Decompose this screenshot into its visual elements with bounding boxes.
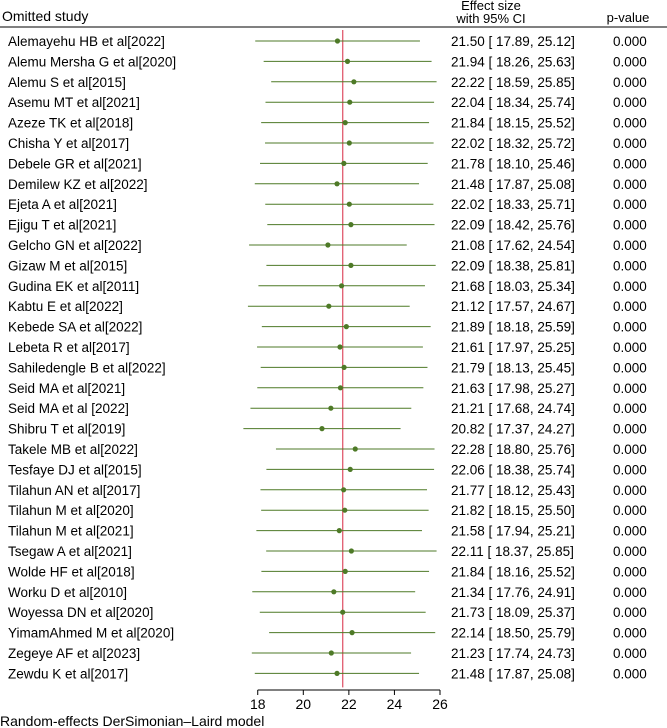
- p-value-label: 0.000: [613, 482, 647, 498]
- study-rows: [8, 30, 647, 687]
- x-tick-label: 24: [386, 696, 403, 712]
- point-estimate: [353, 446, 358, 451]
- effect-ci-label: 21.68 [ 18.03, 25.34]: [451, 278, 575, 294]
- study-label: Tesfaye DJ et al[2015]: [8, 462, 142, 478]
- study-label: Kabtu E et al[2022]: [8, 299, 123, 315]
- point-estimate: [345, 59, 350, 64]
- effect-ci-label: 22.09 [ 18.42, 25.76]: [451, 217, 575, 233]
- study-label: Ejigu T et al[2021]: [8, 217, 117, 233]
- x-tick-label: 20: [295, 696, 312, 712]
- x-tick-label: 22: [341, 696, 357, 712]
- p-value-label: 0.000: [613, 544, 647, 559]
- effect-ci-label: 21.08 [ 17.62, 24.54]: [451, 238, 575, 253]
- p-value-label: 0.000: [613, 115, 647, 131]
- header-omitted-study: Omitted study: [2, 8, 89, 24]
- p-value-label: 0.000: [613, 54, 647, 70]
- study-label: Chisha Y et al[2017]: [8, 136, 130, 151]
- study-label: Demilew KZ et al[2022]: [8, 176, 148, 192]
- effect-ci-label: 22.06 [ 18.38, 25.74]: [451, 462, 575, 478]
- p-value-label: 0.000: [613, 217, 647, 233]
- p-value-label: 0.000: [613, 380, 647, 396]
- point-estimate: [351, 79, 356, 84]
- effect-ci-label: 21.23 [ 17.74, 24.73]: [451, 646, 575, 661]
- point-estimate: [334, 671, 339, 676]
- p-value-label: 0.000: [613, 278, 647, 294]
- p-value-label: 0.000: [613, 176, 647, 192]
- study-label: Tilahun M et al[2021]: [8, 523, 134, 539]
- study-label: Tilahun AN et al[2017]: [8, 482, 141, 498]
- p-value-label: 0.000: [613, 74, 647, 90]
- p-value-label: 0.000: [613, 442, 647, 457]
- point-estimate: [347, 140, 352, 145]
- study-label: Azeze TK et al[2018]: [8, 115, 134, 131]
- point-estimate: [344, 324, 349, 329]
- p-value-label: 0.000: [613, 156, 647, 172]
- effect-ci-label: 22.22 [ 18.59, 25.85]: [451, 74, 575, 90]
- p-value-label: 0.000: [613, 523, 647, 539]
- study-label: Worku D et al[2010]: [8, 584, 128, 600]
- p-value-label: 0.000: [613, 584, 647, 600]
- point-estimate: [331, 589, 336, 594]
- study-label: YimamAhmed M et al[2020]: [8, 625, 175, 641]
- p-value-label: 0.000: [613, 462, 647, 478]
- point-estimate: [335, 38, 340, 43]
- study-label: Wolde HF et al[2018]: [8, 564, 135, 580]
- effect-ci-label: 22.14 [ 18.50, 25.79]: [451, 625, 575, 641]
- p-value-label: 0.000: [613, 238, 647, 253]
- effect-ci-label: 21.34 [ 17.76, 24.91]: [451, 584, 575, 600]
- point-estimate: [343, 569, 348, 574]
- study-label: Gizaw M et al[2015]: [8, 258, 128, 274]
- effect-ci-label: 22.11 [ 18.37, 25.85]: [451, 544, 574, 559]
- x-tick-label: 18: [249, 696, 266, 712]
- p-value-label: 0.000: [613, 421, 647, 437]
- point-estimate: [326, 304, 331, 309]
- study-label: Zegeye AF et al[2023]: [8, 646, 141, 661]
- study-label: Woyessa DN et al[2020]: [8, 605, 154, 621]
- study-label: Alemu S et al[2015]: [8, 74, 126, 90]
- effect-ci-label: 22.04 [ 18.34, 25.74]: [451, 95, 575, 111]
- effect-ci-label: 21.21 [ 17.68, 24.74]: [451, 401, 575, 417]
- study-label: Seid MA et al[2021]: [8, 380, 126, 396]
- study-label: Sahiledengle B et al[2022]: [8, 360, 166, 376]
- effect-ci-label: 21.84 [ 18.16, 25.52]: [451, 564, 575, 580]
- point-estimate: [325, 242, 330, 247]
- p-value-label: 0.000: [613, 646, 647, 661]
- point-estimate: [337, 344, 342, 349]
- study-label: Asemu MT et al[2021]: [8, 95, 140, 111]
- header-ci: with 95% CI: [456, 11, 526, 26]
- effect-ci-label: 21.12 [ 17.57, 24.67]: [451, 299, 575, 315]
- p-value-label: 0.000: [613, 564, 647, 580]
- point-estimate: [347, 100, 352, 105]
- p-value-label: 0.000: [613, 197, 647, 213]
- p-value-label: 0.000: [613, 503, 647, 519]
- point-estimate: [348, 263, 353, 268]
- effect-ci-label: 20.82 [ 17.37, 24.27]: [451, 421, 575, 437]
- study-label: Tilahun M et al[2020]: [8, 503, 134, 519]
- point-estimate: [342, 508, 347, 513]
- p-value-label: 0.000: [613, 319, 647, 335]
- effect-ci-label: 21.73 [ 18.09, 25.37]: [451, 605, 575, 621]
- effect-ci-label: 21.78 [ 18.10, 25.46]: [451, 156, 575, 172]
- effect-ci-label: 21.84 [ 18.15, 25.52]: [451, 115, 575, 131]
- effect-ci-label: 21.58 [ 17.94, 25.21]: [451, 523, 575, 539]
- point-estimate: [348, 467, 353, 472]
- effect-ci-label: 21.48 [ 17.87, 25.08]: [451, 666, 575, 682]
- point-estimate: [341, 487, 346, 492]
- study-label: Ejeta A et al[2021]: [8, 197, 117, 213]
- effect-ci-label: 22.28 [ 18.80, 25.76]: [451, 442, 575, 457]
- point-estimate: [349, 630, 354, 635]
- effect-ci-label: 22.09 [ 18.38, 25.81]: [451, 258, 575, 274]
- point-estimate: [341, 161, 346, 166]
- effect-ci-label: 21.82 [ 18.15, 25.50]: [451, 503, 575, 519]
- point-estimate: [340, 610, 345, 615]
- p-value-label: 0.000: [613, 401, 647, 417]
- point-estimate: [348, 222, 353, 227]
- study-label: Zewdu K et al[2017]: [8, 666, 129, 682]
- effect-ci-label: 22.02 [ 18.32, 25.72]: [451, 136, 575, 151]
- footer-model-note: Random-effects DerSimonian–Laird model: [0, 713, 265, 728]
- study-label: Shibru T et al[2019]: [8, 421, 126, 437]
- study-label: Alemayehu HB et al[2022]: [8, 34, 165, 49]
- study-label: Lebeta R et al[2017]: [8, 340, 130, 355]
- study-label: Seid MA et al [2022]: [8, 401, 129, 417]
- point-estimate: [319, 426, 324, 431]
- p-value-label: 0.000: [613, 258, 647, 274]
- x-tick-label: 26: [432, 696, 448, 712]
- point-estimate: [349, 548, 354, 553]
- point-estimate: [343, 120, 348, 125]
- effect-ci-label: 21.79 [ 18.13, 25.45]: [451, 360, 575, 376]
- effect-ci-label: 21.94 [ 18.26, 25.63]: [451, 54, 575, 70]
- study-label: Gudina EK et al[2011]: [8, 278, 140, 294]
- study-label: Tsegaw A et al[2021]: [8, 544, 132, 559]
- effect-ci-label: 21.48 [ 17.87, 25.08]: [451, 176, 575, 192]
- p-value-label: 0.000: [613, 34, 647, 49]
- effect-ci-label: 21.61 [ 17.97, 25.25]: [451, 340, 575, 355]
- point-estimate: [341, 365, 346, 370]
- study-label: Kebede SA et al[2022]: [8, 319, 143, 335]
- point-estimate: [338, 385, 343, 390]
- study-label: Alemu Mersha G et al[2020]: [8, 54, 177, 70]
- header-effect-size: Effect size: [461, 0, 521, 13]
- effect-ci-label: 21.77 [ 18.12, 25.43]: [451, 482, 575, 498]
- point-estimate: [334, 181, 339, 186]
- p-value-label: 0.000: [613, 95, 647, 111]
- point-estimate: [337, 528, 342, 533]
- effect-ci-label: 21.63 [ 17.98, 25.27]: [451, 380, 575, 396]
- header-p-value: p-value: [606, 10, 650, 25]
- study-label: Debele GR et al[2021]: [8, 156, 142, 172]
- x-axis: [250, 690, 448, 712]
- p-value-label: 0.000: [613, 666, 647, 682]
- p-value-label: 0.000: [613, 625, 647, 641]
- effect-ci-label: 21.89 [ 18.18, 25.59]: [451, 319, 575, 335]
- effect-ci-label: 21.50 [ 17.89, 25.12]: [451, 34, 575, 49]
- p-value-label: 0.000: [613, 605, 647, 621]
- point-estimate: [328, 406, 333, 411]
- p-value-label: 0.000: [613, 299, 647, 315]
- point-estimate: [339, 283, 344, 288]
- p-value-label: 0.000: [613, 136, 647, 151]
- point-estimate: [329, 650, 334, 655]
- study-label: Gelcho GN et al[2022]: [8, 238, 142, 253]
- p-value-label: 0.000: [613, 360, 647, 376]
- point-estimate: [347, 202, 352, 207]
- effect-ci-label: 22.02 [ 18.33, 25.71]: [451, 197, 575, 213]
- study-label: Takele MB et al[2022]: [8, 442, 138, 457]
- p-value-label: 0.000: [613, 340, 647, 355]
